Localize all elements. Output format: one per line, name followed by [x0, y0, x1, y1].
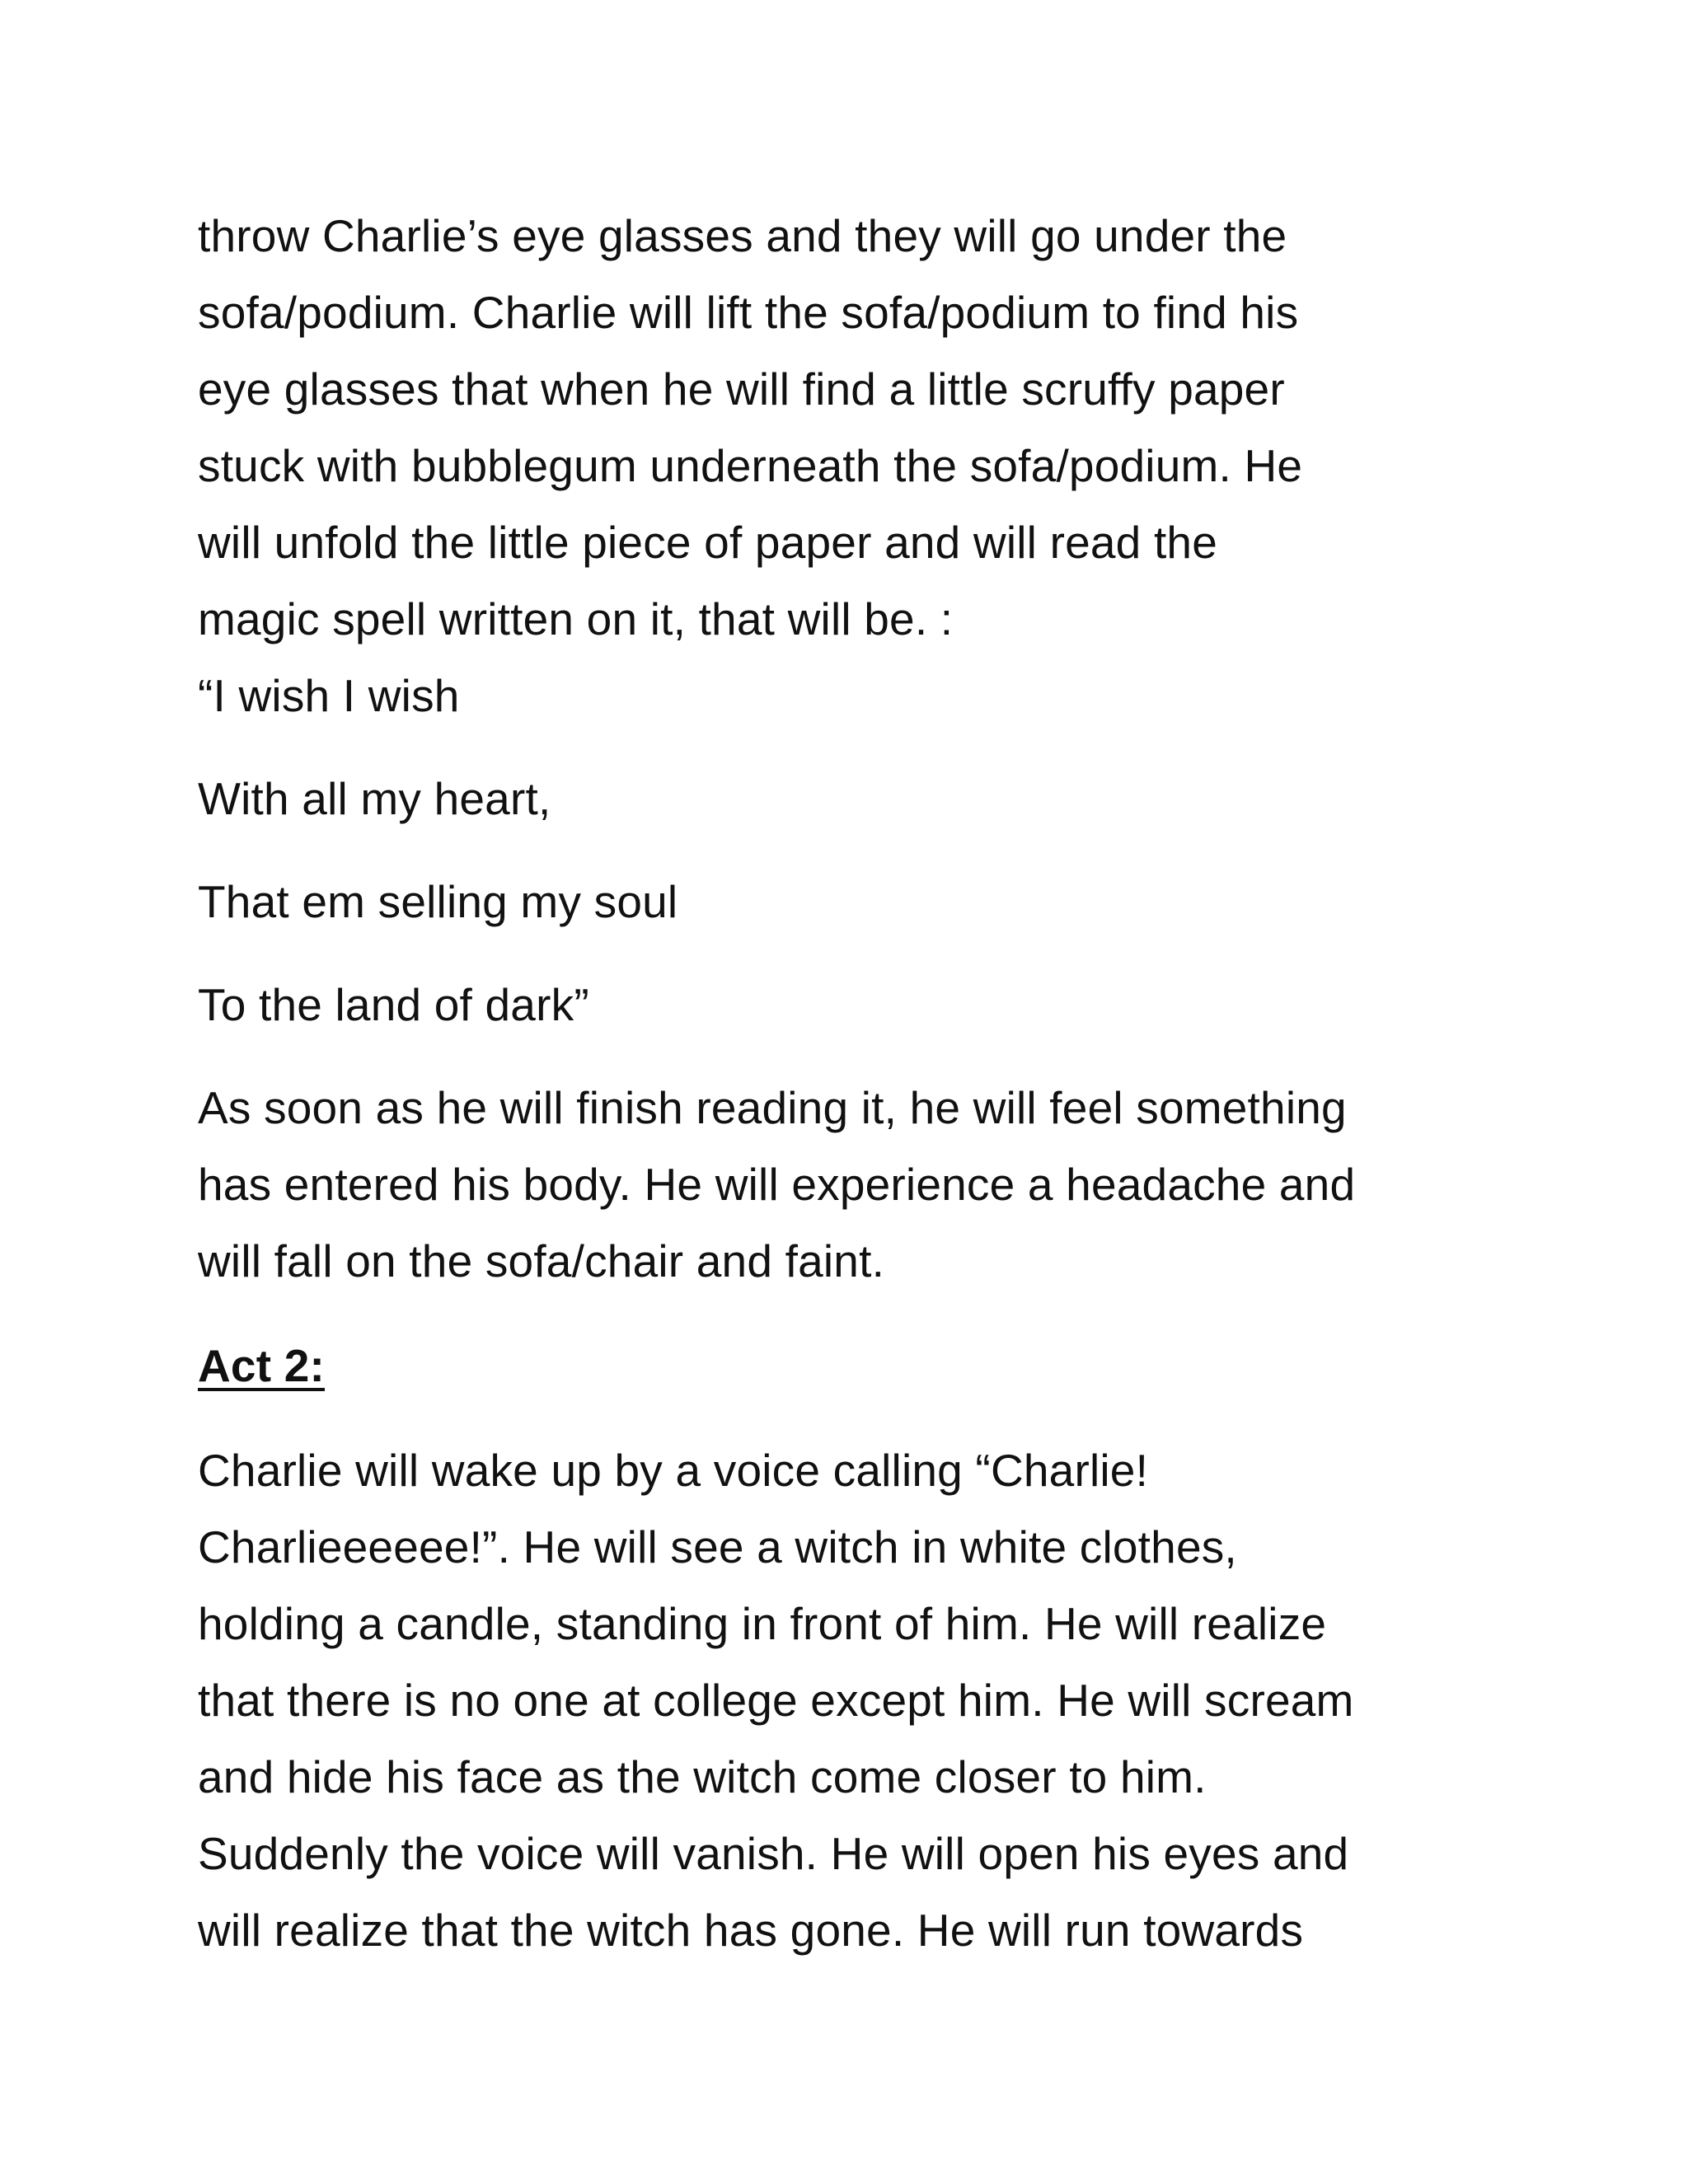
text-line: Charlieeeeee!”. He will see a witch in white clothes,	[198, 1521, 1237, 1572]
text-line: holding a candle, standing in front of him. He will realize	[198, 1598, 1327, 1649]
act-heading: Act 2:	[198, 1340, 326, 1391]
document-body	[198, 198, 1517, 1969]
text-line: will realize that the witch has gone. He will run towards	[198, 1905, 1304, 1956]
text-line: magic spell written on it, that will be. :	[198, 593, 954, 644]
verse-line: That em selling my soul	[198, 876, 678, 927]
text-line: will unfold the little piece of paper and will read the	[198, 517, 1218, 568]
verse-line: “I wish I wish	[198, 670, 460, 721]
text-line: Charlie will wake up by a voice calling “Charlie!	[198, 1445, 1149, 1496]
text-line: that there is no one at college except him. He will scream	[198, 1675, 1354, 1726]
text-line: will fall on the sofa/chair and faint.	[198, 1235, 885, 1286]
magic-spell-verse	[198, 658, 1517, 1043]
text-line: As soon as he will finish reading it, he will feel something	[198, 1082, 1347, 1133]
text-line: eye glasses that when he will find a little scruffy paper	[198, 363, 1285, 415]
verse-line: With all my heart,	[198, 773, 551, 824]
text-line: Suddenly the voice will vanish. He will open his eyes and	[198, 1828, 1349, 1879]
text-line: sofa/podium. Charlie will lift the sofa/podium to find his	[198, 287, 1299, 338]
text-line: throw Charlie’s eye glasses and they will go under the	[198, 210, 1287, 261]
paragraph-spell-discovery	[198, 198, 1517, 658]
paragraph-fainting	[198, 1070, 1517, 1300]
text-line: and hide his face as the witch come closer to him.	[198, 1751, 1207, 1802]
paragraph-act-2	[198, 1432, 1517, 1969]
text-line: has entered his body. He will experience a headache and	[198, 1159, 1356, 1210]
verse-line: To the land of dark”	[198, 979, 589, 1030]
text-line: stuck with bubblegum underneath the sofa/podium. He	[198, 440, 1303, 491]
